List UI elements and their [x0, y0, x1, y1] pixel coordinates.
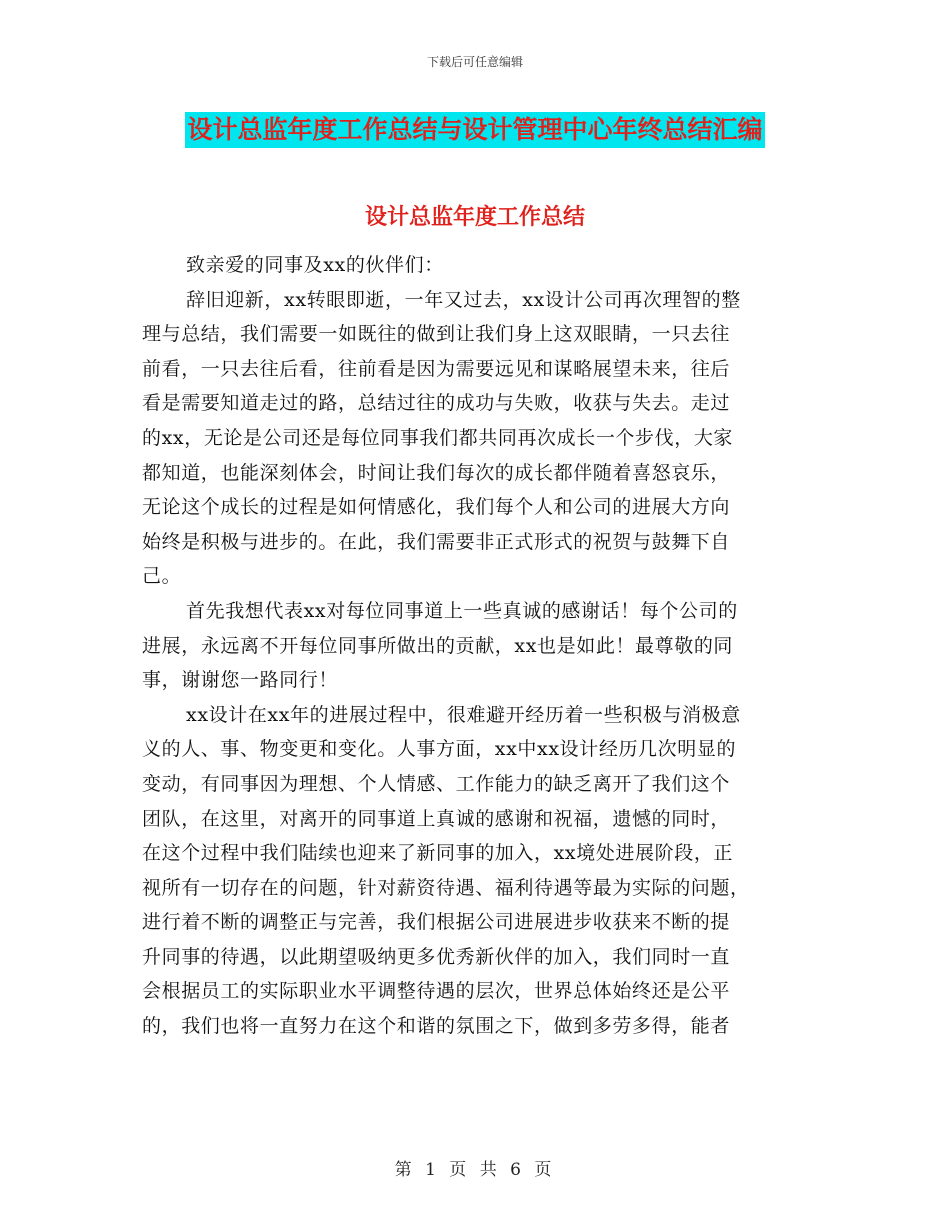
text-line: 变动，有同事因为理想、个人情感、工作能力的缺乏离开了我们这个 — [142, 772, 731, 795]
body-text — [142, 248, 806, 1044]
section-title: 设计总监年度工作总结 — [364, 204, 585, 230]
text-line: 义的人、事、物变更和变化。人事方面，xx中xx设计经历几次明显的 — [142, 738, 737, 761]
text-line: 看是需要知道走过的路，总结过往的成功与失败，收获与失去。走过 — [142, 392, 731, 415]
text-line: 理与总结，我们需要一如既往的做到让我们身上这双眼睛，一只去往 — [142, 323, 731, 346]
text-line: 辞旧迎新，xx转眼即逝，一年又过去，xx设计公司再次理智的整 — [186, 288, 741, 311]
page-header-note: 下载后可任意编辑 — [426, 55, 523, 69]
text-line: 在这个过程中我们陆续也迎来了新同事的加入，xx境处进展阶段，正 — [142, 842, 734, 865]
text-line: 己。 — [142, 565, 182, 588]
text-line: xx设计在xx年的进展过程中，很难避开经历着一些积极与消极意 — [186, 703, 741, 726]
text-line: 都知道，也能深刻体会，时间让我们每次的成长都伴随着喜怒哀乐， — [142, 461, 731, 484]
text-line: 视所有一切存在的问题，针对薪资待遇、福利待遇等最为实际的问题， — [142, 876, 750, 899]
text-line: 无论这个成长的过程是如何情感化，我们每个人和公司的进展大方向 — [142, 496, 731, 519]
text-line: 前看，一只去往后看，往前看是因为需要远见和谋略展望未来，往后 — [142, 357, 731, 380]
text-line: 进行着不断的调整正与完善，我们根据公司进展进步收获来不断的提 — [142, 911, 731, 934]
text-line: 升同事的待遇，以此期望吸纳更多优秀新伙伴的加入，我们同时一直 — [142, 945, 731, 968]
text-line: 进展，永远离不开每位同事所做出的贡献，xx也是如此！最尊敬的同 — [142, 634, 734, 657]
text-line: 团队，在这里，对离开的同事道上真诚的感谢和祝福，遗憾的同时， — [142, 807, 731, 830]
text-line: 会根据员工的实际职业水平调整待遇的层次，世界总体始终还是公平 — [142, 980, 731, 1003]
text-line: 的xx，无论是公司还是每位同事我们都共同再次成长一个步伐，大家 — [142, 426, 734, 449]
text-line: 首先我想代表xx对每位同事道上一些真诚的感谢话！每个公司的 — [186, 599, 738, 622]
text-line: 始终是积极与进步的。在此，我们需要非正式形式的祝贺与鼓舞下自 — [142, 530, 731, 553]
page-number: 第 1 页 共 6 页 — [394, 1160, 556, 1180]
text-line: 致亲爱的同事及xx的伙伴们： — [186, 254, 444, 276]
document-title-container — [0, 112, 950, 148]
document-title: 设计总监年度工作总结与设计管理中心年终总结汇编 — [185, 112, 764, 148]
text-line: 的，我们也将一直努力在这个和谐的氛围之下，做到多劳多得，能者 — [142, 1015, 731, 1038]
text-line: 事，谢谢您一路同行！ — [142, 669, 339, 692]
